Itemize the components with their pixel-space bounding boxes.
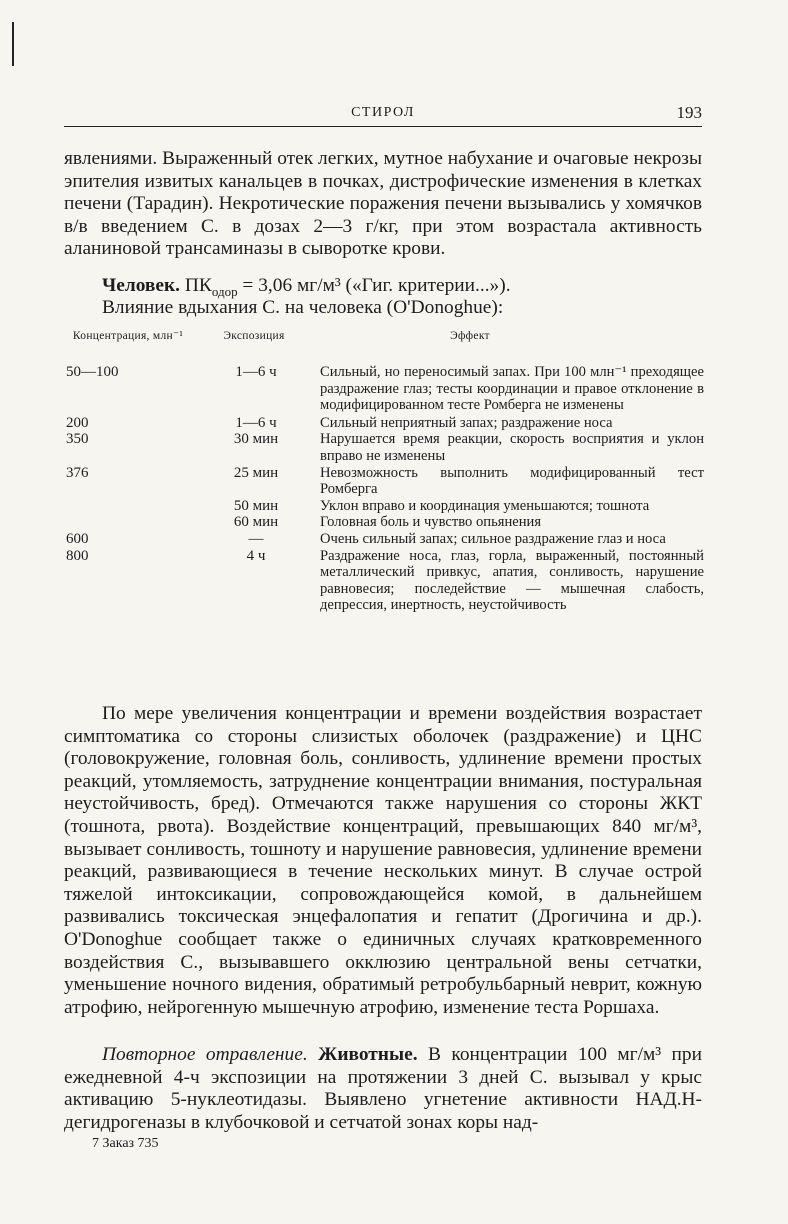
cell-concentration (64, 514, 192, 531)
cell-concentration: 50—100 (66, 364, 119, 380)
cell-exposure: 30 мин (233, 431, 279, 448)
cell-effect: Головная боль и чувство опьянения (320, 514, 542, 531)
header-rule (64, 126, 702, 127)
table-row (64, 415, 704, 432)
pk-label: ПК (184, 275, 212, 296)
cell-exposure: 1—6 ч (235, 364, 277, 380)
cell-exposure: 50 мин (233, 497, 279, 514)
human-heading: Человек. (102, 275, 181, 296)
table-caption: Влияние вдыхания С. на человека (O'Donoghue): (102, 297, 504, 318)
table-row (64, 548, 704, 614)
cell-concentration: 376 (66, 464, 89, 481)
cell-concentration: 200 (66, 414, 89, 431)
table-row (64, 498, 704, 515)
running-title: СТИРОЛ (351, 105, 415, 120)
cell-effect: Очень сильный запах; сильное раздражение глаз и носа (320, 530, 666, 547)
paragraph-intro: явлениями. Выраженный отек легких, мутное набухание и очаговые некрозы эпителия извитых канальцев в почках, дистрофические изменения в клетках печени (Тарадин). Некротические поражения печени вызывались у хомячков в/в введением С. в дозах 2—3 г/кг, при этом возрастала активность аланиновой трансаминазы в сыворотке крови. (64, 148, 702, 260)
scan-edge-mark (12, 22, 14, 66)
cell-exposure: — (248, 530, 264, 547)
cell-concentration: 800 (66, 547, 89, 564)
page-header (64, 103, 702, 125)
cell-exposure: 25 мин (233, 464, 279, 481)
repeated-poisoning-heading: Повторное отравление. (102, 1044, 308, 1065)
cell-concentration (64, 498, 192, 515)
table-row (64, 514, 704, 531)
cell-concentration: 600 (66, 530, 89, 547)
column-header-exposure: Экспозиция (223, 330, 285, 342)
cell-effect: Невозможность выполнить модифицированный тест Ромберга (320, 464, 704, 498)
table-row (64, 431, 704, 464)
paragraph-repeated-poisoning: Повторное отравление. Животные. В концентрации 100 мг/м³ при ежедневной 4-ч экспозиции на протяжении 3 дней С. вызывал у крыс активацию 5-нуклеотидазы. Выявлено угнетение активности НАД.Н-дегидрогеназы в клубочковой и сетчатой зонах коры над- (64, 1044, 702, 1133)
cell-effect: Сильный неприятный запах; раздражение носа (320, 414, 613, 431)
column-header-effect: Эффект (450, 330, 490, 342)
cell-concentration: 350 (66, 431, 89, 448)
cell-effect: Нарушается время реакции, скорость восприятия и уклон вправо не изменены (320, 431, 704, 464)
cell-exposure: 60 мин (233, 514, 279, 531)
cell-exposure: 4 ч (246, 547, 266, 564)
table-row (64, 364, 704, 414)
pk-subscript: одор (211, 283, 238, 299)
effects-table (64, 364, 704, 614)
table-row (64, 531, 704, 548)
cell-effect: Раздражение носа, глаз, горла, выраженный, постоянный металлический привкус, апатия, сонливость, нарушение равновесия; последействие — мышечная слабость, депрессия, инертность, неустойчивость (320, 547, 704, 614)
print-signature: 7 Заказ 735 (92, 1136, 159, 1151)
column-header-concentration: Концентрация, млн⁻¹ (72, 330, 184, 342)
animals-heading: Животные. (318, 1044, 418, 1065)
cell-effect: Уклон вправо и координация уменьшаются; тошнота (320, 497, 650, 514)
pk-value: = 3,06 мг/м³ («Гиг. критерии...»). (237, 275, 511, 296)
page-number: 193 (676, 103, 702, 122)
cell-effect: Сильный, но переносимый запах. При 100 млн⁻¹ преходящее раздражение глаз; тесты координации и правое отклонение в модифицированном тесте Ромберга не изменены (320, 364, 704, 414)
paragraph-symptoms: По мере увеличения концентрации и времени воздействия возрастает симптоматика со стороны слизистых оболочек (раздражение) и ЦНС (головокружение, головная боль, сонливость, удлинение времени простых реакций, утомляемость, затруднение концентрации внимания, постуральная неустойчивость, бред). Отмечаются также нарушения со стороны ЖКТ (тошнота, рвота). Воздействие концентраций, превышающих 840 мг/м³, вызывает сонливость, тошноту и нарушение равновесия, удлинение времени реакций, развивающиеся в течение нескольких минут. В случае острой тяжелой интоксикации, сопровождающейся комой, в дальнейшем развивались токсическая энцефалопатия и гепатит (Дрогичина и др.). O'Donoghue сообщает также о единичных случаях кратковременного воздействия С., вызывавшего окклюзию центральной вены сетчатки, уменьшение ночного видения, обратимый ретробульбарный неврит, кожную атрофию, нейрогенную мышечную атрофию, изменение теста Роршаха. (64, 703, 702, 1018)
cell-exposure: 1—6 ч (235, 414, 277, 431)
table-row (64, 465, 704, 498)
